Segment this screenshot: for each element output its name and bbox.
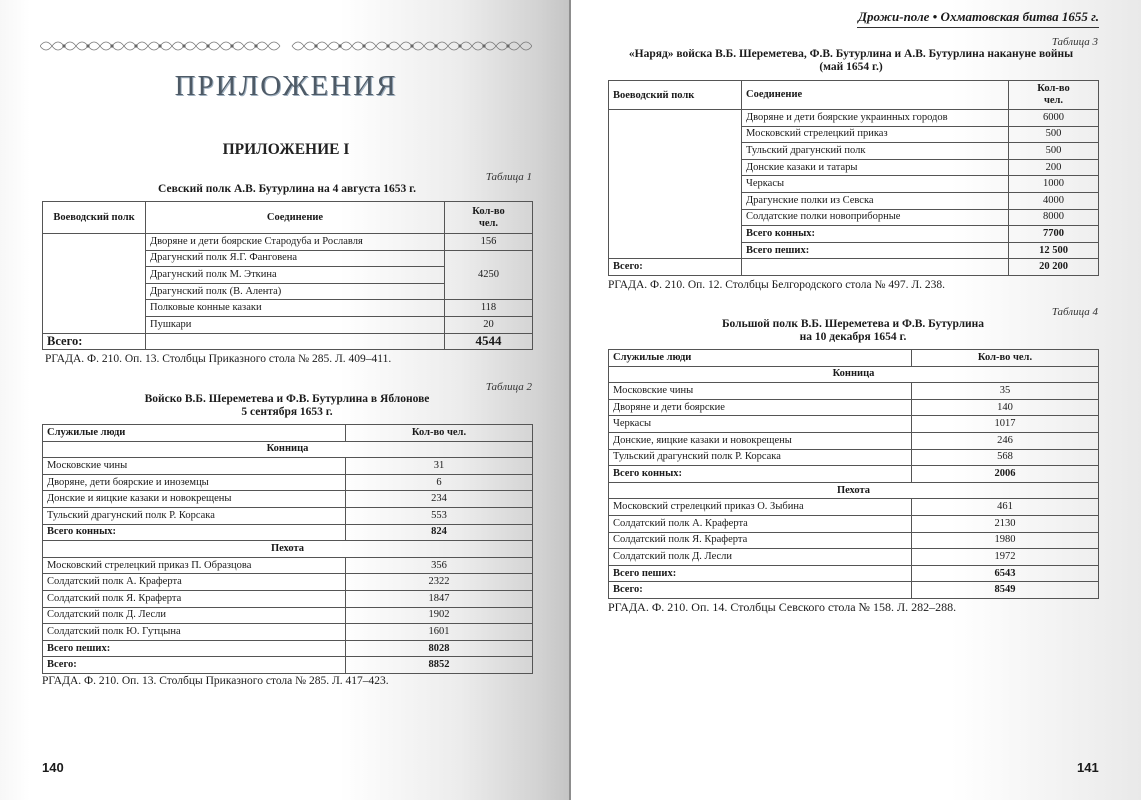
table1-total-empty bbox=[146, 333, 445, 350]
running-head: Дрожи-поле • Охматовская битва 1655 г. bbox=[857, 9, 1099, 28]
table-row bbox=[609, 416, 1099, 433]
table4-header-people: Служилые люди bbox=[609, 350, 912, 367]
table3-unit: Черкасы bbox=[742, 176, 1009, 193]
table3-unit: Дворяне и дети боярские украинных городов bbox=[742, 110, 1009, 127]
table4-count: 1980 bbox=[912, 532, 1099, 549]
table4-caption bbox=[608, 318, 1098, 344]
table-row bbox=[43, 474, 533, 491]
table2-header-row bbox=[43, 425, 533, 442]
table4-name: Солдатский полк Д. Лесли bbox=[609, 549, 912, 566]
table-row bbox=[43, 624, 533, 641]
table4-source: РГАДА. Ф. 210. Оп. 14. Столбцы Севского стола № 158. Л. 282–288. bbox=[608, 600, 957, 614]
table2 bbox=[42, 424, 533, 674]
table4-caption-line1: Большой полк В.Б. Шереметева и Ф.В. Бутурлина bbox=[721, 318, 985, 330]
table2-total: 8852 bbox=[346, 657, 533, 674]
table-row bbox=[43, 234, 533, 251]
table2-name: Солдатский полк Д. Лесли bbox=[43, 607, 346, 624]
table3-header-regiment: Воеводский полк bbox=[609, 81, 742, 110]
table2-count: 234 bbox=[346, 491, 533, 508]
table1-count: 118 bbox=[445, 300, 533, 317]
table-row bbox=[609, 449, 1099, 466]
table2-total-row bbox=[43, 657, 533, 674]
table4-cavalry-total: 2006 bbox=[912, 466, 1099, 483]
table1-count: 4250 bbox=[445, 250, 533, 300]
table4-label: Таблица 4 bbox=[1051, 306, 1098, 318]
table3-infantry-total-label: Всего пеших: bbox=[742, 242, 1009, 259]
table2-name: Донские и яицкие казаки и новокрещены bbox=[43, 491, 346, 508]
table3-total-empty bbox=[742, 259, 1009, 276]
table-row bbox=[609, 499, 1099, 516]
table2-infantry-label: Пехота bbox=[43, 541, 533, 558]
right-page bbox=[571, 0, 1141, 800]
table2-label: Таблица 2 bbox=[485, 381, 532, 393]
table-row bbox=[43, 590, 533, 607]
table4-caption-line2: на 10 декабря 1654 г. bbox=[799, 331, 907, 343]
table2-section-cavalry bbox=[43, 441, 533, 458]
table3-count: 200 bbox=[1009, 159, 1099, 176]
table1-header-regiment: Воеводский полк bbox=[43, 202, 146, 234]
table1-unit: Драгунский полк (В. Алента) bbox=[146, 283, 445, 300]
table2-cavalry-total: 824 bbox=[346, 524, 533, 541]
table3-total: 20 200 bbox=[1009, 259, 1099, 276]
table3-total-label: Всего: bbox=[609, 259, 742, 276]
table2-header-count: Кол-во чел. bbox=[346, 425, 533, 442]
table-row bbox=[609, 532, 1099, 549]
table3-count: 1000 bbox=[1009, 176, 1099, 193]
table4-name: Солдатский полк Я. Краферта bbox=[609, 532, 912, 549]
table4-infantry-total-row bbox=[609, 565, 1099, 582]
table1-unit: Пушкари bbox=[146, 316, 445, 333]
table2-cavalry-total-row bbox=[43, 524, 533, 541]
table-row bbox=[609, 549, 1099, 566]
table3-label: Таблица 3 bbox=[1051, 36, 1098, 48]
table-row bbox=[43, 491, 533, 508]
table2-name: Солдатский полк Я. Краферта bbox=[43, 590, 346, 607]
table-row bbox=[43, 574, 533, 591]
table1-header-count: Кол-во чел. bbox=[445, 202, 533, 234]
table4-name: Донские, яицкие казаки и новокрещены bbox=[609, 432, 912, 449]
table-row bbox=[609, 515, 1099, 532]
table3-unit: Московский стрелецкий приказ bbox=[742, 126, 1009, 143]
table2-name: Тульский драгунский полк Р. Корсака bbox=[43, 507, 346, 524]
table2-caption-line1: Войско В.Б. Шереметева и Ф.В. Бутурлина в Яблонове bbox=[144, 393, 430, 405]
table1-total-row bbox=[43, 333, 533, 350]
table4-name: Дворяне и дети боярские bbox=[609, 399, 912, 416]
table4-total-label: Всего: bbox=[609, 582, 912, 599]
table2-count: 1847 bbox=[346, 590, 533, 607]
left-page bbox=[0, 0, 570, 800]
table1-label: Таблица 1 bbox=[485, 171, 532, 183]
table3-header-count: Кол-во чел. bbox=[1009, 81, 1099, 110]
table1-unit: Дворяне и дети боярские Стародуба и Рославля bbox=[146, 234, 445, 251]
table2-infantry-total-label: Всего пеших: bbox=[43, 640, 346, 657]
table4-total-row bbox=[609, 582, 1099, 599]
table2-count: 1601 bbox=[346, 624, 533, 641]
table2-infantry-total: 8028 bbox=[346, 640, 533, 657]
table3-unit: Донские казаки и татары bbox=[742, 159, 1009, 176]
table2-name: Солдатский полк Ю. Гутцына bbox=[43, 624, 346, 641]
table4-name: Солдатский полк А. Краферта bbox=[609, 515, 912, 532]
table2-cavalry-label: Конница bbox=[43, 441, 533, 458]
table3-unit: Тульский драгунский полк bbox=[742, 143, 1009, 160]
table3-caption-line1: «Наряд» войска В.Б. Шереметева, Ф.В. Бутурлина и А.В. Бутурлина накануне войны bbox=[628, 48, 1074, 60]
table3-count: 500 bbox=[1009, 143, 1099, 160]
table-row bbox=[43, 607, 533, 624]
table1 bbox=[42, 201, 533, 350]
table2-section-infantry bbox=[43, 541, 533, 558]
table2-name: Московский стрелецкий приказ П. Образцова bbox=[43, 557, 346, 574]
table4-count: 1972 bbox=[912, 549, 1099, 566]
table1-unit: Драгунский полк М. Эткина bbox=[146, 267, 445, 284]
table2-name: Дворяне, дети боярские и иноземцы bbox=[43, 474, 346, 491]
table4-name: Тульский драгунский полк Р. Корсака bbox=[609, 449, 912, 466]
table4-count: 140 bbox=[912, 399, 1099, 416]
table1-count: 20 bbox=[445, 316, 533, 333]
table1-regiment-cell bbox=[43, 234, 146, 334]
appendix-title: ПРИЛОЖЕНИЕ I bbox=[222, 141, 350, 158]
table1-source: РГАДА. Ф. 210. Оп. 13. Столбцы Приказного стола № 285. Л. 409–411. bbox=[45, 353, 392, 365]
table3-unit: Солдатские полки новоприборные bbox=[742, 209, 1009, 226]
table4-cavalry-label: Конница bbox=[609, 366, 1099, 383]
table1-total-value: 4544 bbox=[445, 333, 533, 350]
table4-count: 461 bbox=[912, 499, 1099, 516]
table4-section-infantry bbox=[609, 482, 1099, 499]
table-row bbox=[609, 383, 1099, 400]
table3-caption bbox=[601, 48, 1101, 74]
table4-cavalry-total-label: Всего конных: bbox=[609, 466, 912, 483]
table3-cavalry-total-label: Всего конных: bbox=[742, 226, 1009, 243]
table3-unit: Драгунские полки из Севска bbox=[742, 192, 1009, 209]
table4-count: 246 bbox=[912, 432, 1099, 449]
table4-header-row bbox=[609, 350, 1099, 367]
table4-count: 35 bbox=[912, 383, 1099, 400]
table-row bbox=[609, 110, 1099, 127]
table3-count: 4000 bbox=[1009, 192, 1099, 209]
table3-header-row bbox=[609, 81, 1099, 110]
table-row bbox=[43, 557, 533, 574]
table3-infantry-total: 12 500 bbox=[1009, 242, 1099, 259]
table3-header-unit: Соединение bbox=[742, 81, 1009, 110]
table1-total-label: Всего: bbox=[43, 333, 146, 350]
table3 bbox=[608, 80, 1099, 276]
decorative-ornament-border bbox=[40, 36, 532, 56]
table-row bbox=[43, 507, 533, 524]
page-number-left: 140 bbox=[42, 760, 64, 775]
table3-count: 8000 bbox=[1009, 209, 1099, 226]
table2-count: 6 bbox=[346, 474, 533, 491]
table2-count: 2322 bbox=[346, 574, 533, 591]
table3-count: 500 bbox=[1009, 126, 1099, 143]
table2-caption-line2: 5 сентября 1653 г. bbox=[241, 406, 333, 418]
table4-section-cavalry bbox=[609, 366, 1099, 383]
table3-count: 6000 bbox=[1009, 110, 1099, 127]
table2-count: 31 bbox=[346, 458, 533, 475]
table2-total-label: Всего: bbox=[43, 657, 346, 674]
table3-source: РГАДА. Ф. 210. Оп. 12. Столбцы Белгородского стола № 497. Л. 238. bbox=[608, 279, 946, 291]
table3-total-row bbox=[609, 259, 1099, 276]
table2-count: 1902 bbox=[346, 607, 533, 624]
table4-name: Московский стрелецкий приказ О. Зыбина bbox=[609, 499, 912, 516]
table4-infantry-total-label: Всего пеших: bbox=[609, 565, 912, 582]
table2-count: 553 bbox=[346, 507, 533, 524]
section-title: ПРИЛОЖЕНИЯ bbox=[174, 70, 398, 102]
table-row bbox=[609, 432, 1099, 449]
table4 bbox=[608, 349, 1099, 599]
table4-count: 568 bbox=[912, 449, 1099, 466]
table1-caption: Севский полк А.В. Бутурлина на 4 августа 1653 г. bbox=[158, 183, 416, 195]
table1-unit: Полковые конные казаки bbox=[146, 300, 445, 317]
table4-count: 2130 bbox=[912, 515, 1099, 532]
table1-unit: Драгунский полк Я.Г. Фанговена bbox=[146, 250, 445, 267]
table4-cavalry-total-row bbox=[609, 466, 1099, 483]
table2-source: РГАДА. Ф. 210. Оп. 13. Столбцы Приказного стола № 285. Л. 417–423. bbox=[42, 675, 389, 687]
table2-count: 356 bbox=[346, 557, 533, 574]
table2-name: Московские чины bbox=[43, 458, 346, 475]
table4-infantry-label: Пехота bbox=[609, 482, 1099, 499]
table4-count: 1017 bbox=[912, 416, 1099, 433]
table2-cavalry-total-label: Всего конных: bbox=[43, 524, 346, 541]
table1-header-unit: Соединение bbox=[146, 202, 445, 234]
table3-cavalry-total: 7700 bbox=[1009, 226, 1099, 243]
table2-caption bbox=[42, 393, 532, 419]
page-number-right: 141 bbox=[1077, 760, 1099, 775]
table4-infantry-total: 6543 bbox=[912, 565, 1099, 582]
table2-infantry-total-row bbox=[43, 640, 533, 657]
table4-header-count: Кол-во чел. bbox=[912, 350, 1099, 367]
table3-regiment-cell bbox=[609, 110, 742, 259]
table-row bbox=[43, 458, 533, 475]
table4-name: Московские чины bbox=[609, 383, 912, 400]
table3-caption-line2: (май 1654 г.) bbox=[819, 61, 883, 73]
table4-name: Черкасы bbox=[609, 416, 912, 433]
table1-count: 156 bbox=[445, 234, 533, 251]
table1-header-row bbox=[43, 202, 533, 234]
table2-name: Солдатский полк А. Краферта bbox=[43, 574, 346, 591]
table2-header-people: Служилые люди bbox=[43, 425, 346, 442]
table4-total: 8549 bbox=[912, 582, 1099, 599]
table-row bbox=[609, 399, 1099, 416]
